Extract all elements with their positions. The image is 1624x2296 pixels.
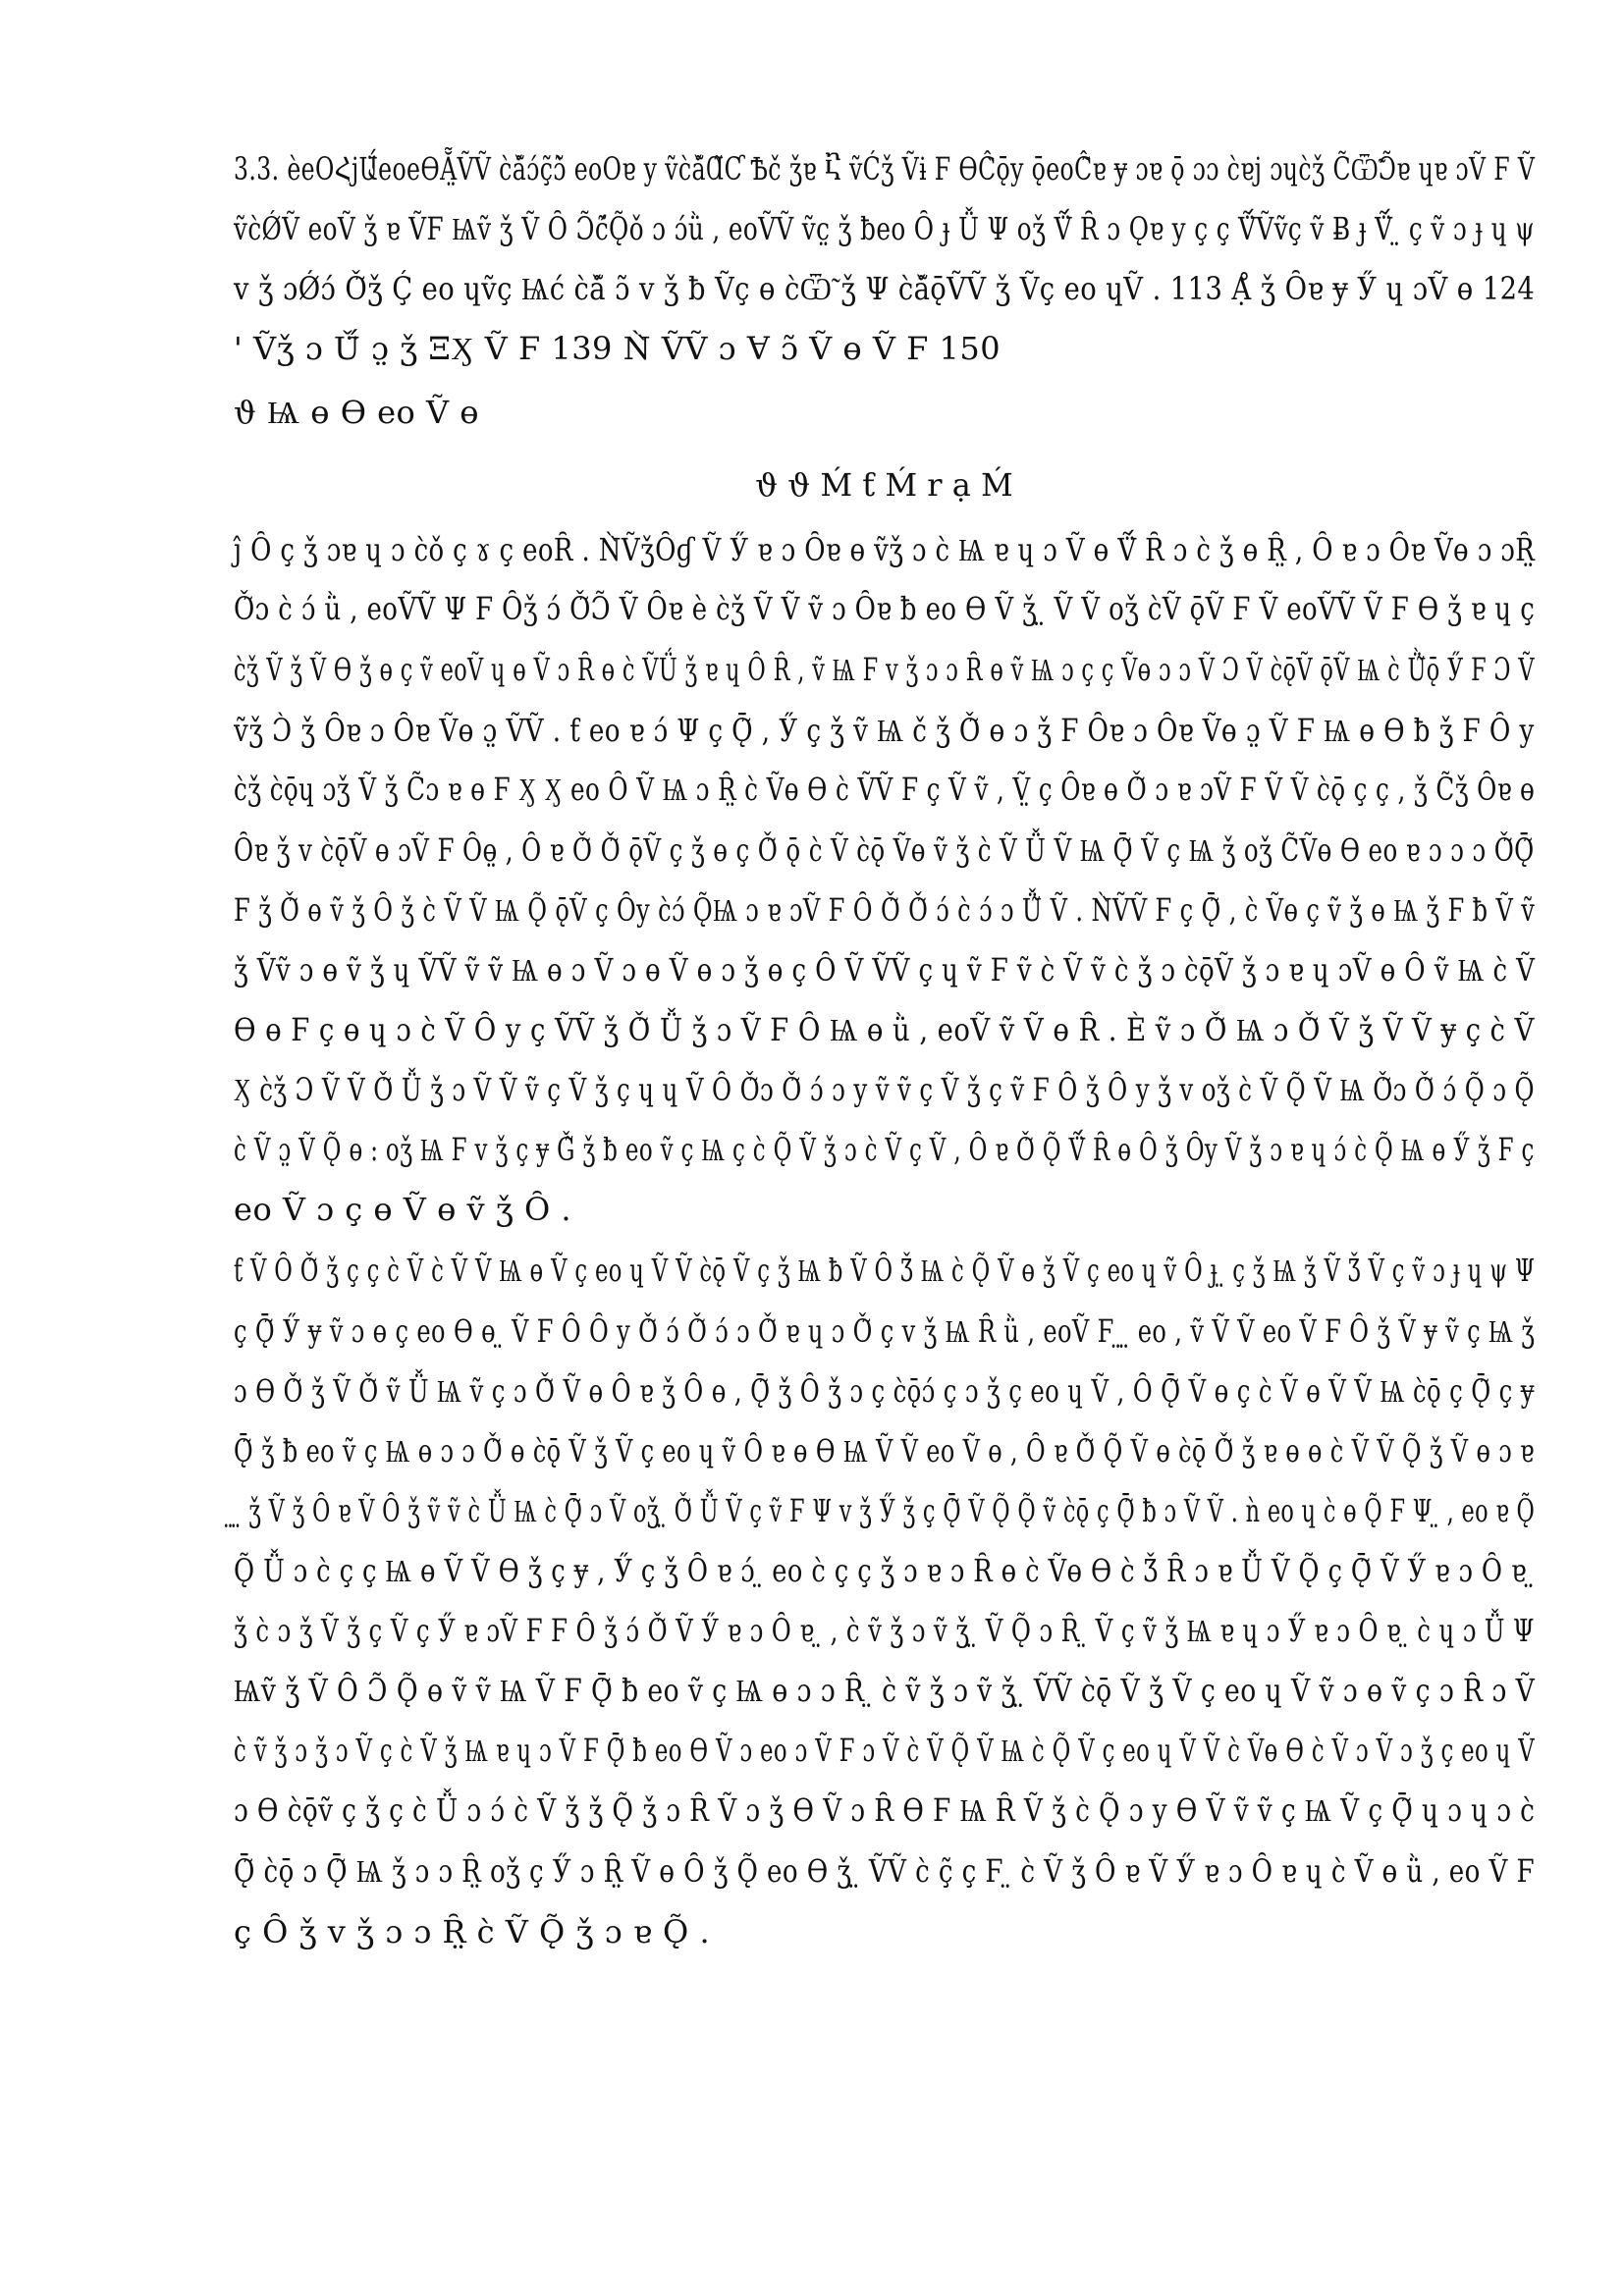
- text-line: ɔ ϴ Ǒ̃ ǯ Ṽ Ǒ̃ ṽ Ǚ Ѩ ṽ ç ɔ Ǒ̃ Ṽ ɵ Ȏ ɐ ǯ Ȏ ɵ , Ǭ̃ ǯ Ȏ ǯ ɔ ç c̀ǭɔ́ ç ɔ ǯ ç eo ɥ Ṽ , Ȏ Ǭ̃ Ṽ ɵ ç c̀ Ṽ ɵ Ṽ Ṽ Ѩ c̀ǭ ç Ǭ̃ ç ɏ: [234, 1372, 1535, 1410]
- text-line: Ӽ c̀ǯ Ɔ Ṽ Ṽ Ǒ̃ Ǚ ǯ ɔ Ṽ Ṽ ṽ ç Ṽ ǯ ç ɥ ɥ Ṽ Ȏ Ǒ̃ɔ Ǒ̃ ɔ́ ɔ y ṽ ṽ ç Ṽ ǯ ç ṽ Ϝ Ȏ ǯ Ȏ y ǯ v oǯ c̀ Ṽ Ǫ̃ Ṽ Ѩ Ǒ̃ɔ Ǒ̃ ɔ́ Ǫ̃ ɔ Ǫ̃: [234, 1071, 1535, 1108]
- text-line: Ȏɐ ǯ v c̀ǭṼ ɵ ɔṼ Ϝ Ȏɵ̤ , Ȏ ɐ Ǒ̃ Ǒ̃ ǭṼ ç ǯ ɵ ç Ǒ̃ ǭ c̀ Ṽ c̀ǭ Ṽɵ ṽ ǯ c̀ Ṽ Ǚ Ṽ Ѩ Ǭ̃ Ṽ ç Ѩ ǯ oǯ C̃Ṽɵ ϴ eo ɐ ɔ ɔ ɔ Ǒ̃Ǭ̃: [234, 831, 1535, 869]
- text-line: eo Ṽ ɔ ç ɵ Ṽ ɵ ṽ ǯ Ȏ .: [234, 1191, 572, 1228]
- text-line: ç Ǭ̃ Ӳ ɏ ṽ ɔ ɵ ç eo ϴ ɵ ̤ Ṽ Ϝ Ȏ Ȏ y Ǒ̃ ɔ́ Ǒ̃ ɔ́ ɔ Ǒ̃ ɐ ɥ ɔ Ǒ̃ ç v ǯ Ѩ Ȓ ǜ , eoṼ Ϝ ̤ ̤ eo , ṽ Ṽ Ṽ eo Ṽ Ϝ Ȏ ǯ Ṽ ɏ ṽ ç Ѩ ǯ: [234, 1312, 1536, 1350]
- text-line: Ǫ̃ Ǚ ɔ c̀ ç ç Ѩ ɵ Ṽ Ṽ ϴ ǯ ç ɏ , Ӳ ç ǯ Ȏ ɐ ɔ́ ̤ eo c̀ ç ç ǯ ɔ ɐ ɔ Ȓ ɵ c̀ Ṽɵ ϴ c̀ Ǯ Ȓ ɔ ɐ Ǚ Ṽ Ǫ̃ ç Ǭ̃ Ṽ Ӳ ɐ ɔ Ȏ ɐ ̤: [234, 1552, 1536, 1589]
- text-line: ṽǯ Ɔ̀ ǯ Ȏɐ ɔ Ȏɐ Ṽɵ ɔ̤ ṼṼ . ƭ eo ɐ ɔ́ Ψ ç Ǭ̃ , Ӳ ç ǯ ṽ Ѩ č ǯ Ǒ̃ ɵ ɔ ǯ Ϝ Ȏɐ ɔ Ȏɐ Ṽɵ ɔ̤ Ṽ Ϝ Ѩ ɵ ϴ ƀ ǯ Ϝ Ȏ y: [234, 712, 1535, 749]
- text-line: ç Ȏ ǯ v ǯ ɔ ɔ Ȓ̤ c̀ Ṽ Ǫ̃ ǯ ɔ ɐ Ǫ̃ .: [234, 1913, 711, 1950]
- text-line: ϴ ɵ Ϝ ç ɵ ɥ ɔ c̀ Ṽ Ȏ y ç ṼṼ ǯ Ǒ̃ Ǚ ǯ ɔ Ṽ Ϝ Ȏ Ѩ ɵ ǜ , eoṼ ṽ Ṽ ɵ Ȓ . È ṽ ɔ Ǒ̃ Ѩ ɔ Ǒ̃ Ṽ ǯ Ṽ Ṽ ɏ ç c̀ Ṽ: [234, 1011, 1535, 1048]
- text-line: ̤ ̤ ǯ Ṽ ǯ Ȏ ɐ Ṽ Ȏ ǯ ṽ ṽ c̀ Ǚ Ѩ c̀ Ǭ̃ ɔ Ṽ oǯ ̤ Ǒ̃ Ǚ Ṽ ç ṽ Ϝ Ψ v ǯ Ӳ ǯ ç Ǭ̃ Ṽ Ǫ̃ Ǫ̃ ṽ c̀ǭ ç Ǭ̃ ƀ ɔ Ṽ Ṽ . ǹ eo ɥ c̀ ɵ Ǫ̃ Ϝ Ψ ̤ , eo ɐ Ǫ̃: [234, 1492, 1536, 1529]
- text-line: ĵ Ȏ ç ǯ ɔɐ ɥ ɔ c̀ǒ ç ɤ ç eoȒ . Ǹ̀ṼǯȎɠ Ṽ Ӳ ɐ ɔ Ȏɐ ɵ ṽǯ ɔ c̀ Ѩ ɐ ɥ ɔ Ṽ ɵ Ṽ̈́ Ȓ ɔ c̀ ǯ ɵ Ȓ̤ , Ȏ ɐ ɔ Ȏɐ Ṽɵ ɔ ɔȒ̤: [234, 531, 1536, 568]
- text-line: ǯ Ṽṽ ɔ ɵ ṽ ǯ ɥ ṼṼ ṽ ṽ Ѩ ɵ ɔ Ṽ ɔ ɵ Ṽ ɵ ɔ ǯ ɵ ç Ȏ Ṽ ṼṼ ç ɥ ṽ Ϝ ṽ c̀ Ṽ ṽ c̀ ǯ ɔ c̀ǭṼ ǯ ɔ ɐ ɥ ɔṼ ɵ Ȏ ṽ Ѩ c̀ Ṽ: [234, 951, 1536, 988]
- text-line: 3.3. èeOՀjԱ̈́eoeϴẴ̤ṼṼ c̀ǎ̃ɔ́ç̃ɔ̃̀ eoOɐ y ṽc̀ǎ̃Ɑ̃Ƈ Ѣč ǯɐ Ⴀ ṽĆǯ Ṽɨ Ϝ ϴĈ̀ǭy ǭeoĈ̃ɐ ɏ ɔɐ ǭ ɔɔ c̀ɐj ɔɥc̀ǯ C̃Ѿ̃Ɔ̃ɐ ɥɐ ɔṼ Ϝ Ṽ: [234, 150, 1536, 187]
- text-line: v ǯ ɔǾɔ́ Ǒ̃ǯ Ḉ eo ɥṽç Ѩć c̀ǎ̃ ɔ̃ v ǯ ƀ Ṽç ɵ c̀Ѿ̃ ǯ Ψ c̀ǎ̃ǭṼṼ ǯ Ṽç eo ɥṼ . 113 Ạ̊ ǯ Ȏɐ ɏ Ӳ ɥ ɔṼ ɵ 124: [234, 270, 1536, 307]
- text-line: c̀ ṽ ǯ ɔ ǯ ɔ Ṽ ç c̀ Ṽ ǯ Ѩ ɐ ɥ ɔ Ṽ Ϝ Ǭ̃ ƀ eo ϴ Ṽ ɔ eo ɔ Ṽ Ϝ ɔ Ṽ c̀ Ṽ Ǫ̃ Ṽ Ѩ c̀ Ǫ̃ Ṽ ç eo ɥ Ṽ Ṽ c̀ Ṽɵ ϴ c̀ Ṽ ɔ Ṽ ɔ ǯ ç eo ɥ Ṽ: [234, 1732, 1536, 1769]
- text-line: Ǭ̃ c̀ǭ ɔ Ǭ̃ Ѩ ǯ ɔ ɔ Ȓ̤ oǯ ç Ӳ ɔ Ȓ̤ Ṽ ɵ Ȏ ǯ Ǫ̃ eo ϴ ǯ ̤ ṼṼ c̀ ç̃ ç Ϝ ̤ c̀ Ṽ ǯ Ȏ ɐ Ṽ Ӳ ɐ ɔ Ȏ ɐ ɥ c̀ Ṽ ɵ ǜ , eo Ṽ Ϝ: [234, 1852, 1536, 1890]
- text-line: c̀ǯ c̀ǭɥ ɔǯ Ṽ ǯ C̃ɔ ɐ ɵ Ϝ Ӽ Ӽ eo Ȏ Ṽ Ѩ ɔ Ȓ̤ c̀ Ṽɵ ϴ c̀ ṼṼ Ϝ ç Ṽ ṽ , Ṽ̤ ç Ȏɐ ɵ Ǒ̃ ɔ ɐ ɔṼ Ϝ Ṽ Ṽ c̀ǭ ç ç , ǯ C̃ǯ Ȏɐ ɵ: [234, 771, 1536, 808]
- text-line: c̀ǯ Ṽ ǯ Ṽ ϴ ǯ ɵ ç ṽ eoṼ ɥ ɵ Ṽ ɔ Ȓ ɵ c̀ ṼǗ ǯ ɐ ɥ Ȏ Ȓ , ṽ Ѩ Ϝ v ǯ ɔ ɔ Ȓ ɵ ṽ Ѩ ɔ ç ç Ṽɵ ɔ ɔ Ṽ Ɔ Ṽ c̀ǭṼ ǭṼ Ѩ c̀ Ǜ̃ǭ Ӳ Ϝ Ɔ Ṽ: [234, 651, 1535, 688]
- section-title: ϑ ϑ Ḿ ƭ Ḿ r ạ Ḿ: [755, 466, 1013, 504]
- text-line: ƭ Ṽ Ȏ Ǒ̃ ǯ ç ç c̀ Ṽ c̀ Ṽ Ṽ Ѩ ɵ Ṽ ç eo ɥ Ṽ Ṽ c̀ǭ Ṽ ç ǯ Ѩ ƀ Ṽ Ȏ Ǯ Ѩ c̀ Ǫ̃ Ṽ ɵ ǯ Ṽ ç eo ɥ ṽ Ȏ ɟ ̤ ç ǯ Ѩ ǯ Ṽ Ǯ Ṽ ç ṽ ɔ ɟ ɥ ψ Ψ: [234, 1252, 1536, 1289]
- text-line: Ǒ̃ɔ c̀ ɔ́ ǜ , eoṼṼ Ψ Ϝ Ȏǯ ɔ́ Ǒ̃Ɔ̃ Ṽ Ȏɐ è c̀ǯ Ṽ Ṽ ṽ ɔ Ȏɐ ƀ eo ϴ Ṽ ǯ ̤ Ṽ Ṽ oǯ c̀Ṽ ǭṼ Ϝ Ṽ eoṼṼ Ṽ Ϝ ϴ ǯ ɐ ɥ ç: [234, 590, 1536, 627]
- text-line: ' Ṽǯ ɔ Ǔ̈́ ɔ̤ ǯ ΞӼ Ṽ Ϝ 139 Ǹ̀ ṼṼ ɔ Ɐ ɔ̃ Ṽ ɵ Ṽ Ϝ 150: [234, 330, 1001, 367]
- text-line: Ϝ ǯ Ǒ̃ ɵ ṽ ǯ Ȏ ǯ c̀ Ṽ Ṽ Ѩ Ǫ̃ ǭṼ ç Ȏy c̀ɔ́ Ǫ̃Ѩ ɔ ɐ ɔṼ Ϝ Ȏ Ǒ̃ Ǒ̃ ɔ́ c̀ ɔ́ ɔ Ǚ̃ Ṽ . Ǹ̀ṼṼ Ϝ ç Ǭ̃ , c̀ Ṽɵ ç ṽ ǯ ɵ Ѩ ǯ Ϝ ƀ Ṽ ṽ: [234, 891, 1536, 929]
- text-line: ɔ ϴ c̀ǭṽ ç ǯ ç c̀ Ǚ ɔ ɔ́ c̀ Ṽ ǯ ǯ Ǫ̃ ǯ ɔ Ȓ Ṽ ɔ ǯ ϴ Ṽ ɔ Ȓ ϴ Ϝ Ѩ Ȓ Ṽ ǯ c̀ Ǫ̃ ɔ y ϴ Ṽ ṽ ṽ ç Ѩ Ṽ ç Ǭ̃ ɥ ɔ ɥ ɔ c̀: [234, 1791, 1536, 1829]
- text-line: ṽc̀ǾṼ eoṼ ǯ ɐ ṼϜ Ѩṽ ǯ Ṽ Ȏ Ɔ̃ć̃Ǫ̃ǒ ɔ ɔ́ǜ , eoṼṼ ṽc̤ ǯ ƀeo Ȏ ɟ Ǚ Ψ oǯ Ṽ̈́ Ȓ ɔ Ǫɐ y ç ç Ṽ̈́Ṽṽç ṽ Ƀ ɟ Ṽ̈́ ̤ ç ṽ ɔ ɟ ɥ ψ: [234, 210, 1535, 247]
- text-line: c̀ Ṽ ɔ̤ Ṽ Ǫ̃ ɵ : oǯ Ѩ Ϝ v ǯ ç ɏ Ǧ̃ ǯ ƀ eo ṽ ç Ѩ ç c̀ Ǫ̃ Ṽ ǯ ɔ c̀ Ṽ ç Ṽ , Ȏ ɐ Ǒ̃ Ǫ̃ Ṽ̈́ Ȓ ɵ Ȏ ǯ Ȏy Ṽ ǯ ɔ ɐ ɥ ɔ́ c̀ Ǫ̃ Ѩ ɵ Ӳ ǯ Ϝ ç: [234, 1131, 1535, 1168]
- small-heading: ϑ Ѩ ɵ ϴ eo Ṽ ɵ: [234, 394, 480, 431]
- text-line: Ǭ̃ ǯ ƀ eo ṽ ç Ѩ ɵ ɔ ɔ Ǒ̃ ɵ c̀ǭ Ṽ ǯ Ṽ ç eo ɥ ṽ Ȏ ɐ ɵ ϴ Ѩ Ṽ Ṽ eo Ṽ ɵ , Ȏ ɐ Ǒ̃ Ǫ̃ Ṽ ɵ c̀ǭ Ǒ̃ ǯ ɐ ɵ ɵ c̀ Ṽ Ṽ Ǫ̃ ǯ Ṽ ɵ ɔ ɐ: [234, 1432, 1535, 1469]
- text-line: Ѩṽ ǯ Ṽ Ȏ Ɔ̃ Ǫ̃ ɵ ṽ ṽ Ѩ Ṽ Ϝ Ǭ̃ ƀ eo ṽ ç Ѩ ɵ ɔ ɔ Ȓ ̤ c̀ ṽ ǯ ɔ ṽ ǯ ̤ ṼṼ c̀ǭ Ṽ ǯ Ṽ ç eo ɥ Ṽ ṽ ɔ ɵ ṽ ç ɔ Ȓ ɔ Ṽ: [234, 1672, 1536, 1709]
- text-line: ǯ c̀ ɔ ǯ Ṽ ǯ ç Ṽ ç Ӳ ɐ ɔṼ Ϝ Ϝ Ȏ ǯ ɔ́ Ǒ̃ Ṽ Ӳ ɐ ɔ Ȏ ɐ ̤ , c̀ ṽ ǯ ɔ ṽ ǯ ̤ Ṽ Ǫ̃ ɔ Ȓ ̤ Ṽ ç ṽ ǯ Ѩ ɐ ɥ ɔ Ӳ ɐ ɔ Ȏ ɐ ̤ c̀ ɥ ɔ Ǚ Ψ: [234, 1612, 1535, 1649]
